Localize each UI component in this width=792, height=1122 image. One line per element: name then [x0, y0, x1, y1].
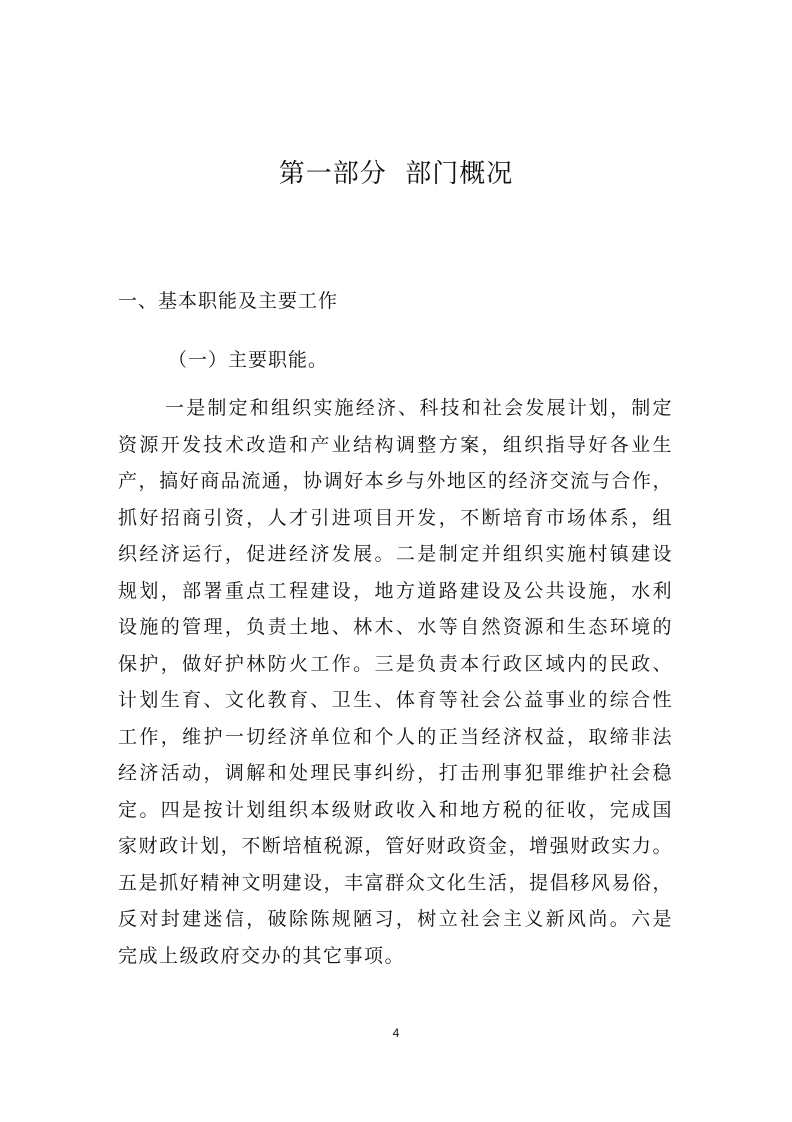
paragraph-line: 工作，维护一切经济单位和个人的正当经济权益，取缔非法	[118, 725, 673, 748]
paragraph-line: 保护，做好护林防火工作。三是负责本行政区域内的民政、	[118, 652, 673, 675]
page-title: 第一部分 部门概况	[278, 159, 514, 189]
paragraph-line: 织经济运行，促进经济发展。二是制定并组织实施村镇建设	[118, 543, 673, 565]
paragraph-line: 定。四是按计划组织本级财政收入和地方税的征收，完成国	[118, 798, 673, 821]
section-heading: 一、基本职能及主要工作	[118, 290, 339, 312]
paragraph-line: 资源开发技术改造和产业结构调整方案，组织指导好各业生	[118, 433, 673, 456]
paragraph-line: 设施的管理，负责土地、林木、水等自然资源和生态环境的	[118, 616, 673, 638]
paragraph-line: 完成上级政府交办的其它事项。	[118, 944, 406, 967]
paragraph-line: 抓好招商引资，人才引进项目开发，不断培育市场体系，组	[118, 506, 673, 529]
page-number: 4	[392, 1026, 400, 1040]
body-paragraph	[118, 390, 673, 974]
paragraph-line: 五是抓好精神文明建设，丰富群众文化生活，提倡移风易俗，	[118, 871, 673, 894]
subsection-heading: （一）主要职能。	[168, 349, 329, 371]
paragraph-line: 规划，部署重点工程建设，地方道路建设及公共设施，水利	[118, 579, 673, 602]
paragraph-line: 一是制定和组织实施经济、科技和社会发展计划，制定	[165, 397, 673, 419]
paragraph-line: 反对封建迷信，破除陈规陋习，树立社会主义新风尚。六是	[118, 908, 673, 930]
paragraph-line: 家财政计划，不断培植税源，管好财政资金，增强财政实力。	[118, 835, 673, 857]
paragraph-line: 计划生育、文化教育、卫生、体育等社会公益事业的综合性	[118, 689, 673, 711]
paragraph-line: 产，搞好商品流通，协调好本乡与外地区的经济交流与合作，	[118, 470, 673, 492]
paragraph-line: 经济活动，调解和处理民事纠纷，打击刑事犯罪维护社会稳	[118, 762, 673, 784]
